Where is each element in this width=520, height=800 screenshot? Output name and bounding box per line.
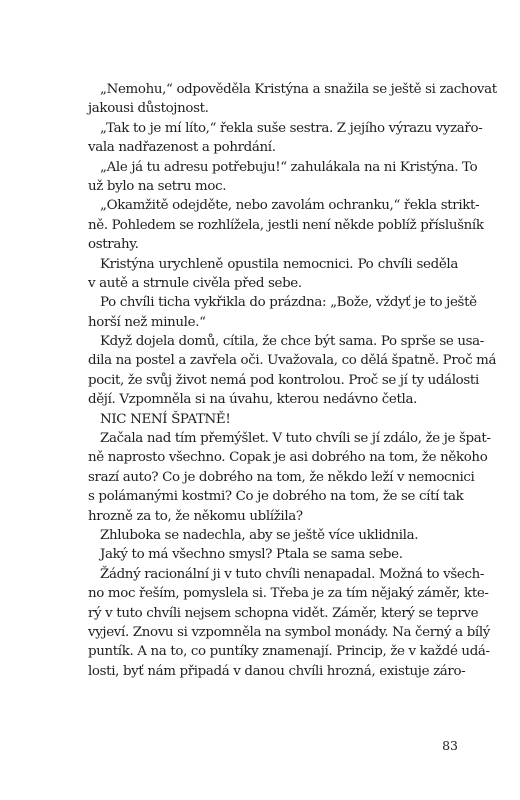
text-line: srazí auto? Co je dobrého na tom, že někdo leží v nemocnici (88, 469, 475, 485)
text-line: no moc řeším, pomyslela si. Třeba je za tím nějaký záměr, kte- (88, 586, 489, 602)
text-line: „Okamžitě odejděte, nebo zavolám ochranku,“ řekla strikt- (100, 198, 480, 214)
text-line: rý v tuto chvíli nejsem schopna vidět. Záměr, který se teprve (88, 605, 479, 621)
text-line: dějí. Vzpomněla si na úvahu, kterou nedávno četla. (88, 392, 417, 408)
text-line: vala nadřazenost a pohrdání. (88, 140, 276, 156)
text-line: pocit, že svůj život nemá pod kontrolou. Proč se jí ty události (88, 372, 479, 388)
text-line: v autě a strnule civěla před sebe. (88, 275, 302, 291)
text-line: ně naprosto všechno. Copak je asi dobrého na tom, že někoho (88, 450, 488, 466)
text-line: jakousi důstojnost. (88, 101, 209, 117)
text-line: vyjeví. Znovu si vzpomněla na symbol monády. Na černý a bílý (88, 624, 491, 640)
text-line: Jaký to má všechno smysl? Ptala se sama sebe. (100, 547, 403, 563)
text-line: Po chvíli ticha vykřikla do prázdna: „Bože, vždyť je to ještě (100, 295, 477, 311)
text-line: už bylo na setru moc. (88, 178, 227, 194)
text-line: losti, byť nám připadá v danou chvíli hrozná, existuje záro- (88, 663, 466, 679)
text-line: „Ale já tu adresu potřebuju!“ zahulákala na ni Kristýna. To (100, 159, 478, 175)
text-line: ostrahy. (88, 237, 139, 253)
page-number: 83 (442, 738, 458, 753)
text-line: hrozně za to, že někomu ublížila? (88, 508, 303, 524)
text-line: horší než minule.“ (88, 314, 206, 330)
text-line: „Nemohu,“ odpověděla Kristýna a snažila se ještě si zachovat (100, 82, 497, 97)
text-line: puntík. A na to, co puntíky znamenají. Princip, že v každé udá- (88, 644, 490, 660)
text-line: s polámanými kostmi? Co je dobrého na tom, že se cítí tak (88, 489, 464, 505)
text-line: ně. Pohledem se rozhlížela, jestli není někde poblíž příslušník (88, 217, 484, 233)
text-line: Žádný racionální ji v tuto chvíli nenapadal. Možná to všech- (100, 566, 485, 582)
text-line: Kristýna urychleně opustila nemocnici. Po chvíli seděla (100, 256, 458, 272)
text-line: Začala nad tím přemýšlet. V tuto chvíli se jí zdálo, že je špat- (100, 431, 491, 447)
text-line: Když dojela domů, cítila, že chce být sama. Po sprše se usa- (100, 334, 484, 350)
body-text (88, 80, 497, 681)
text-line: NIC NENÍ ŠPATNĚ! (100, 411, 231, 427)
text-line: Zhluboka se nadechla, aby se ještě více uklidnila. (100, 527, 419, 543)
text-line: dila na postel a zavřela oči. Uvažovala, co dělá špatně. Proč má (88, 353, 497, 369)
text-line: „Tak to je mí líto,“ řekla suše sestra. Z jejího výrazu vyzařo- (100, 120, 483, 136)
